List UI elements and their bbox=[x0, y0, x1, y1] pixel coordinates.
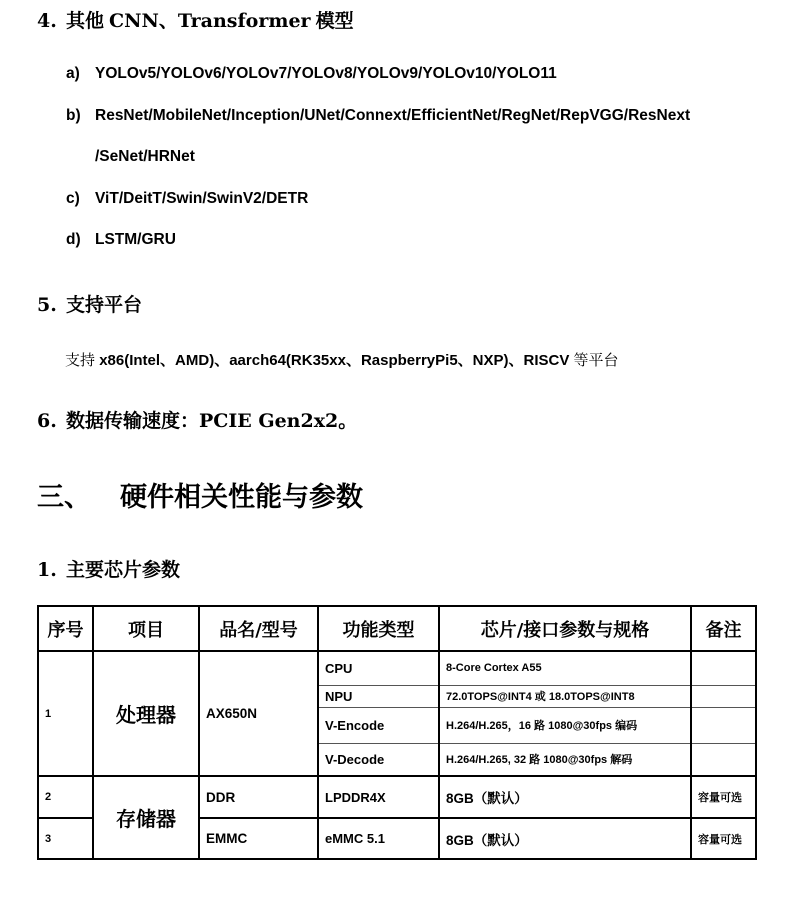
list-marker: a) bbox=[66, 65, 80, 82]
table-header-row bbox=[38, 606, 756, 651]
cell-seq: 2 bbox=[38, 776, 93, 818]
platform-prefix: 支持 bbox=[65, 351, 96, 369]
subsection-1-number: 1. bbox=[37, 559, 57, 581]
cell-func: V-Decode bbox=[318, 743, 439, 776]
section-4-title-en: CNN、Transformer bbox=[109, 10, 311, 32]
cell-note: 容量可选 bbox=[691, 818, 756, 859]
chapter-3-heading bbox=[37, 475, 363, 514]
chip-spec-table bbox=[37, 605, 757, 860]
cell-spec: 8-Core Cortex A55 bbox=[439, 651, 691, 685]
list-item-a bbox=[66, 65, 557, 83]
section-5-body bbox=[65, 349, 619, 370]
cell-seq: 3 bbox=[38, 818, 93, 859]
cell-model: AX650N bbox=[199, 651, 318, 776]
section-6-title-en: PCIE Gen2x2。 bbox=[198, 410, 358, 432]
cell-seq: 1 bbox=[38, 651, 93, 776]
section-5-heading bbox=[37, 290, 142, 317]
cell-note bbox=[691, 743, 756, 776]
subsection-1-title: 主要芯片参数 bbox=[65, 559, 180, 581]
section-4-title-cn2: 模型 bbox=[315, 10, 354, 32]
cell-func: LPDDR4X bbox=[318, 776, 439, 818]
list-item-b bbox=[66, 107, 691, 125]
header-seq: 序号 bbox=[38, 606, 93, 651]
list-text: YOLOv5/YOLOv6/YOLOv7/YOLOv8/YOLOv9/YOLOv10/YOLO11 bbox=[95, 65, 557, 82]
cell-note bbox=[691, 707, 756, 743]
list-item-d bbox=[66, 231, 176, 249]
list-text: ViT/DeitT/Swin/SwinV2/DETR bbox=[95, 190, 309, 207]
section-6-heading bbox=[37, 406, 357, 433]
chapter-title: 硬件相关性能与参数 bbox=[120, 482, 363, 513]
section-4-heading bbox=[37, 6, 354, 33]
cell-note: 容量可选 bbox=[691, 776, 756, 818]
section-6-title-cn: 数据传输速度： bbox=[65, 410, 199, 432]
cell-note bbox=[691, 651, 756, 685]
table-row bbox=[38, 776, 756, 818]
list-marker: b) bbox=[66, 107, 81, 124]
header-item: 项目 bbox=[93, 606, 199, 651]
section-4-number: 4. bbox=[37, 10, 57, 32]
cell-func: CPU bbox=[318, 651, 439, 685]
header-func: 功能类型 bbox=[318, 606, 439, 651]
section-4-title-cn: 其他 bbox=[65, 10, 104, 32]
cell-item: 处理器 bbox=[93, 651, 199, 776]
cell-spec: H.264/H.265, 32 路 1080@30fps 解码 bbox=[439, 743, 691, 776]
cell-func: eMMC 5.1 bbox=[318, 818, 439, 859]
subsection-1-heading bbox=[37, 555, 180, 582]
cell-spec: 8GB（默认） bbox=[439, 776, 691, 818]
cell-spec: H.264/H.265，16 路 1080@30fps 编码 bbox=[439, 707, 691, 743]
section-5-title: 支持平台 bbox=[65, 294, 142, 316]
cell-note bbox=[691, 685, 756, 707]
platform-suffix: 等平台 bbox=[573, 351, 619, 369]
cell-spec: 8GB（默认） bbox=[439, 818, 691, 859]
list-marker: c) bbox=[66, 190, 80, 207]
table-row bbox=[38, 651, 756, 685]
list-item-c bbox=[66, 190, 309, 208]
list-text: ResNet/MobileNet/Inception/UNet/Connext/EfficientNet/RegNet/RepVGG/ResNext bbox=[95, 107, 691, 124]
header-note: 备注 bbox=[691, 606, 756, 651]
list-marker: d) bbox=[66, 231, 81, 248]
list-text: LSTM/GRU bbox=[95, 231, 176, 248]
header-spec: 芯片/接口参数与规格 bbox=[439, 606, 691, 651]
chapter-numeral: 三、 bbox=[37, 482, 91, 513]
list-item-b-continuation: /SeNet/HRNet bbox=[95, 148, 195, 165]
section-5-number: 5. bbox=[37, 294, 57, 316]
header-model: 品名/型号 bbox=[199, 606, 318, 651]
cell-func: NPU bbox=[318, 685, 439, 707]
platform-list: x86(Intel、AMD)、aarch64(RK35xx、RaspberryPi5、NXP)、RISCV bbox=[99, 352, 570, 369]
cell-model: EMMC bbox=[199, 818, 318, 859]
cell-spec: 72.0TOPS@INT4 或 18.0TOPS@INT8 bbox=[439, 685, 691, 707]
section-6-number: 6. bbox=[37, 410, 57, 432]
cell-item: 存储器 bbox=[93, 776, 199, 859]
cell-func: V-Encode bbox=[318, 707, 439, 743]
cell-model: DDR bbox=[199, 776, 318, 818]
